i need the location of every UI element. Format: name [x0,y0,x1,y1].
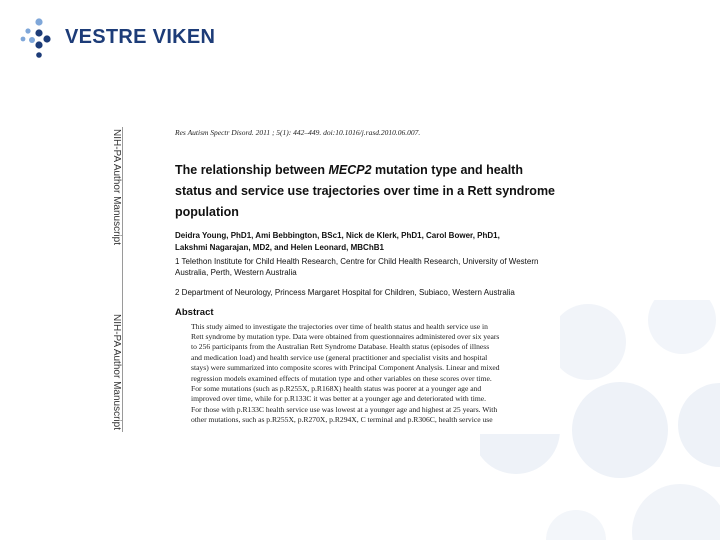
title-text: mutation type and health status and service use trajectories over time in a Rett syndrome population [175,163,556,219]
abstract-line: improved over time, while for p.R133C it was better at a younger age and deteriorated with time. [191,394,487,404]
abstract-line: For those with p.R133C health service use was lowest at a younger age and highest at 25 years. With [191,404,498,414]
abstract-line: For some mutations (such as p.R255X, p.R168X) health status was poorer at a younger age and [191,383,482,393]
sidebar-label: NIH-PA Author Manuscript [111,129,122,245]
title-text: The relationship between [175,163,329,177]
affiliation: 1 Telethon Institute for Child Health Research, Centre for Child Health Research, University of Western Australia, Perth, Western Australia [175,257,539,277]
abstract-line: other mutations, such as p.R255X, p.R270X, p.R294X, C terminal and p.R306C, health service use [191,415,493,425]
gene-name: MECP2 [328,163,372,177]
abstract-line: and medication load) and health service use (general practitioner and specialist visits and hospital [191,352,488,362]
paper-title [175,160,560,223]
abstract-body [175,322,560,426]
abstract-line: Rett syndrome by mutation type. Data were obtained from questionnaires administered over six years [191,331,500,341]
sidebar-label: NIH-PA Author Manuscript [111,314,122,430]
paper-content [175,128,560,426]
abstract-line: to 256 participants from the Australian Rett Syndrome Database. Health status (episodes of illness [191,342,490,352]
brand-name: VESTRE VIKEN [65,26,216,48]
manuscript-sidebar [110,127,123,432]
vestre-viken-logo [20,18,216,58]
author-list: Deidra Young, PhD1, Ami Bebbington, BSc1, Nick de Klerk, PhD1, Carol Bower, PhD1, [175,231,500,240]
abstract-line: regression models examined effects of mutation type and other variables on these scores over time. [191,373,492,383]
abstract-heading: Abstract [175,306,214,318]
abstract-line: stays) were summarized into composite scores with Principal Component Analysis. Linear and mixed [191,363,500,373]
journal-citation: Res Autism Spectr Disord. 2011 ; 5(1): 442–449. doi:10.1016/j.rasd.2010.06.007. [175,128,421,137]
author-list: Lakshmi Nagarajan, MD2, and Helen Leonard, MBChB1 [175,243,384,252]
affiliation: 2 Department of Neurology, Princess Margaret Hospital for Children, Subiaco, Western Australia [175,288,515,297]
abstract-line: This study aimed to investigate the trajectories over time of health status and health service use in [191,321,488,331]
paper-excerpt [110,122,560,434]
dot-cluster-logo-icon [20,18,60,58]
